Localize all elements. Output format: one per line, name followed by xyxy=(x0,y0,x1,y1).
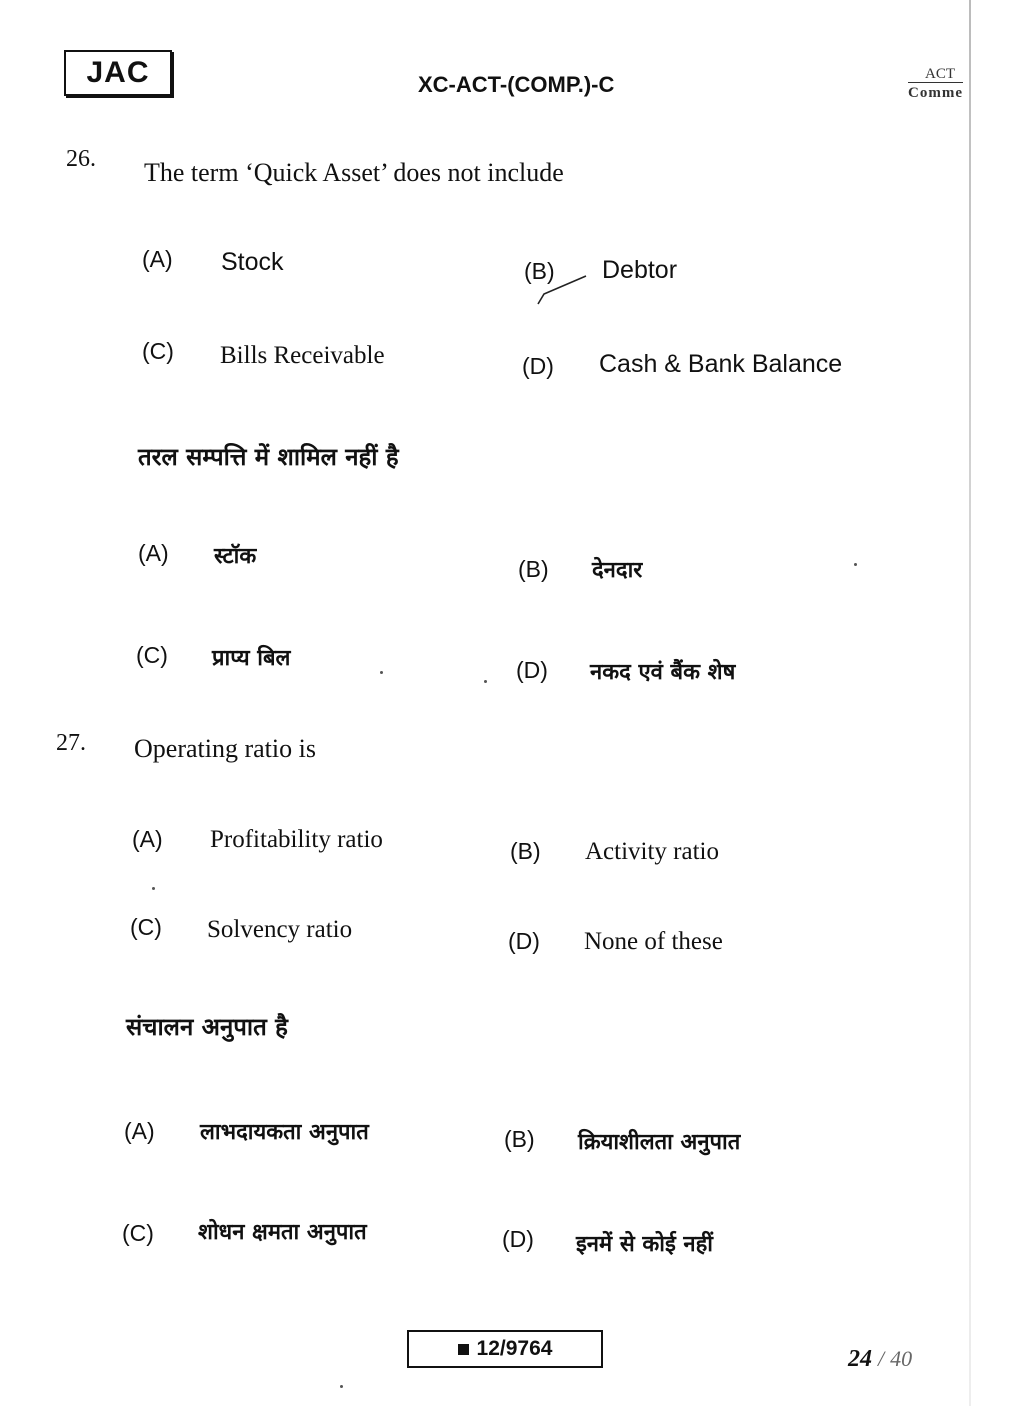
option-label: (B) xyxy=(524,258,555,284)
option-label: (A) xyxy=(138,540,169,566)
option-label: (D) xyxy=(508,928,540,954)
option-text-hi: नकद एवं बैंक शेष xyxy=(590,660,736,685)
scan-speck xyxy=(484,680,487,683)
option-label: (A) xyxy=(132,826,163,852)
option-text-hi: इनमें से कोई नहीं xyxy=(576,1232,714,1257)
option-label: (D) xyxy=(502,1226,534,1252)
stamp-top: ACT xyxy=(925,66,955,82)
serial-number: 12/9764 xyxy=(476,1337,553,1360)
option-text-hi: देनदार xyxy=(592,558,643,583)
option-text: Solvency ratio xyxy=(207,916,353,943)
question-text-en: The term ‘Quick Asset’ does not include xyxy=(144,158,564,187)
page-total: 40 xyxy=(890,1346,913,1371)
option-label: (C) xyxy=(136,642,168,668)
scan-speck xyxy=(854,563,857,566)
option-label: (C) xyxy=(130,914,162,940)
option-label: (B) xyxy=(518,556,549,582)
scan-speck xyxy=(152,887,155,890)
option-text-hi: क्रियाशीलता अनुपात xyxy=(578,1130,741,1155)
stamp-bottom: Comme xyxy=(908,82,963,101)
option-text-hi: स्टॉक xyxy=(214,544,257,569)
question-text-hi: संचालन अनुपात है xyxy=(126,1013,288,1041)
option-text: None of these xyxy=(584,928,723,955)
option-text-hi: लाभदायकता अनुपात xyxy=(200,1120,369,1145)
page-current: 24 xyxy=(848,1346,872,1372)
scan-speck xyxy=(380,671,383,674)
option-label: (D) xyxy=(522,353,554,379)
option-label: (D) xyxy=(516,657,548,683)
option-text-hi: शोधन क्षमता अनुपात xyxy=(198,1220,367,1245)
option-label: (C) xyxy=(122,1220,154,1246)
option-text: Stock xyxy=(221,248,284,276)
corner-stamp xyxy=(908,66,963,101)
page-number xyxy=(848,1346,912,1373)
page-separator: / xyxy=(878,1346,885,1371)
paper-code: XC-ACT-(COMP.)-C xyxy=(418,72,615,97)
option-text-hi: प्राप्य बिल xyxy=(212,646,291,671)
option-label: (B) xyxy=(510,838,541,864)
board-label: JAC xyxy=(64,50,172,96)
question-number: 26. xyxy=(66,146,96,172)
option-label: (A) xyxy=(124,1118,155,1144)
option-label: (A) xyxy=(142,246,173,272)
option-text: Profitability ratio xyxy=(210,826,383,853)
option-label: (C) xyxy=(142,338,174,364)
question-text-en: Operating ratio is xyxy=(134,734,316,763)
option-text: Activity ratio xyxy=(585,838,719,865)
question-number: 27. xyxy=(56,730,86,756)
square-bullet-icon xyxy=(458,1344,469,1355)
page-edge-shadow xyxy=(969,0,971,1406)
option-text: Bills Receivable xyxy=(220,342,385,369)
question-text-hi: तरल सम्पत्ति में शामिल नहीं है xyxy=(138,443,399,471)
scan-speck xyxy=(340,1385,343,1388)
option-label: (B) xyxy=(504,1126,535,1152)
option-text: Cash & Bank Balance xyxy=(599,350,843,378)
option-text: Debtor xyxy=(602,256,678,284)
tick-mark-icon xyxy=(536,274,590,308)
serial-box xyxy=(407,1330,603,1368)
